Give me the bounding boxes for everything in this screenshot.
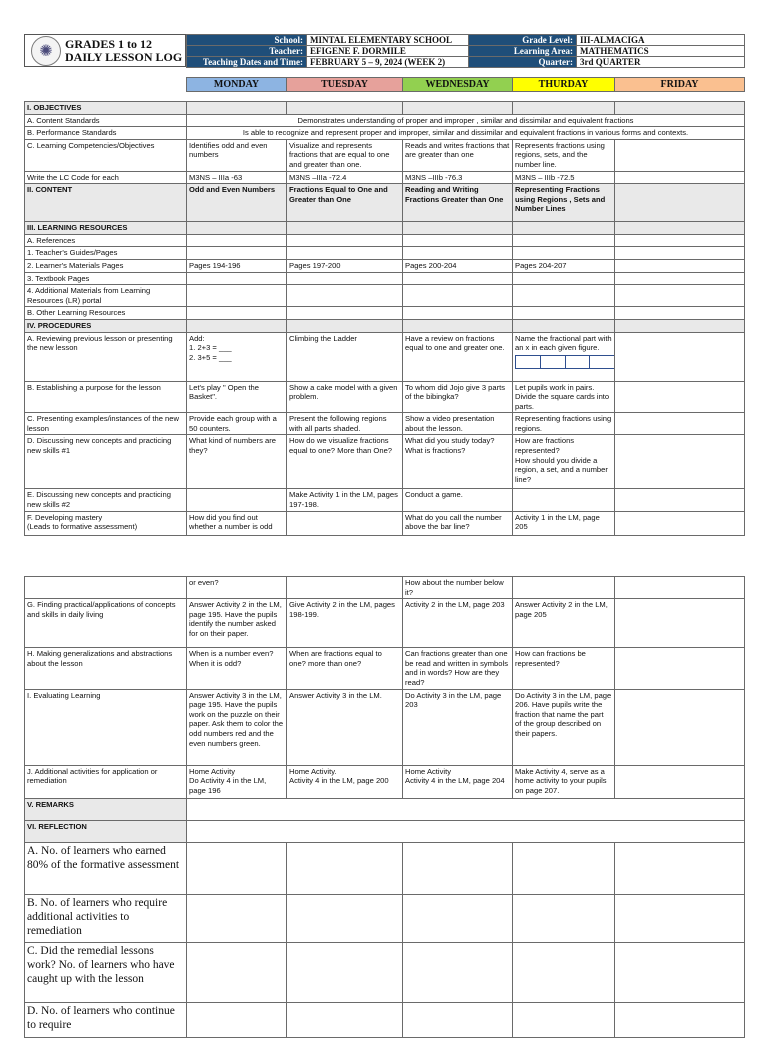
- cell-wednesday: Can fractions greater than one be read and written in symbols and in words? How are they read?: [403, 648, 513, 689]
- cell-thurday: Do Activity 3 in the LM, page 206. Have pupils write the fraction that name the part of the group described on their papers.: [513, 689, 615, 765]
- table-row: [25, 332, 745, 381]
- cell-friday: [615, 381, 745, 413]
- cell-tuesday: [287, 894, 403, 942]
- standard-cell: [187, 820, 745, 842]
- table-row: [25, 942, 745, 1002]
- fraction-figure: [515, 355, 615, 369]
- cell-wednesday: [403, 222, 513, 235]
- table-row: [25, 511, 745, 535]
- table-row: [25, 820, 745, 842]
- cell-monday: [187, 942, 287, 1002]
- cell-monday: What kind of numbers are they?: [187, 435, 287, 489]
- cell-wednesday: Do Activity 3 in the LM, page 203: [403, 689, 513, 765]
- row-label: 3. Textbook Pages: [25, 272, 187, 285]
- row-label: A. No. of learners who earned 80% of the formative assessment: [25, 842, 187, 894]
- cell-friday: [615, 319, 745, 332]
- cell-tuesday: [287, 234, 403, 247]
- cell-thurday: Activity 1 in the LM, page 205: [513, 511, 615, 535]
- school-value: MINTAL ELEMENTARY SCHOOL: [307, 35, 469, 46]
- cell-thurday: [513, 1002, 615, 1037]
- cell-friday: [615, 171, 745, 184]
- cell-tuesday: Make Activity 1 in the LM, pages 197-198.: [287, 489, 403, 511]
- cell-wednesday: Home Activity Activity 4 in the LM, page 204: [403, 765, 513, 798]
- cell-tuesday: Visualize and represents fractions that are equal to one and greater than one.: [287, 139, 403, 171]
- cell-tuesday: Climbing the Ladder: [287, 332, 403, 381]
- row-label: 4. Additional Materials from Learning Resources (LR) portal: [25, 285, 187, 307]
- cell-thurday: Answer Activity 2 in the LM, page 205: [513, 599, 615, 648]
- cell-tuesday: [287, 285, 403, 307]
- row-label: J. Additional activities for application or remediation: [25, 765, 187, 798]
- table-row: [25, 798, 745, 820]
- standard-cell: Demonstrates understanding of proper and improper , similar and dissimilar and equivalent fractions: [187, 114, 745, 127]
- teacher-label: Teacher:: [187, 46, 307, 57]
- cell-tuesday: [287, 942, 403, 1002]
- cell-friday: [615, 765, 745, 798]
- cell-tuesday: [287, 307, 403, 320]
- row-label: G. Finding practical/applications of concepts and skills in daily living: [25, 599, 187, 648]
- table-row: [25, 272, 745, 285]
- cell-monday: or even?: [187, 577, 287, 599]
- cell-tuesday: How do we visualize fractions equal to one? More than One?: [287, 435, 403, 489]
- row-label: H. Making generalizations and abstractions about the lesson: [25, 648, 187, 689]
- table-row: [25, 247, 745, 260]
- cell-friday: [615, 139, 745, 171]
- table-row: [25, 842, 745, 894]
- cell-friday: [615, 332, 745, 381]
- cell-tuesday: Answer Activity 3 in the LM.: [287, 689, 403, 765]
- dates-value: FEBRUARY 5 – 9, 2024 (WEEK 2): [307, 57, 469, 68]
- cell-wednesday: [403, 842, 513, 894]
- row-label: II. CONTENT: [25, 184, 187, 222]
- row-label: C. Learning Competencies/Objectives: [25, 139, 187, 171]
- cell-tuesday: [287, 222, 403, 235]
- row-label: A. Content Standards: [25, 114, 187, 127]
- cell-wednesday: [403, 942, 513, 1002]
- cell-monday: Answer Activity 2 in the LM, page 195. Have the pupils identify the number asked for on their paper.: [187, 599, 287, 648]
- cell-friday: [615, 435, 745, 489]
- quarter-label: Quarter:: [469, 57, 577, 68]
- grade-label: Grade Level:: [469, 35, 577, 46]
- cell-friday: [615, 234, 745, 247]
- cell-tuesday: Give Activity 2 in the LM, pages 198-199.: [287, 599, 403, 648]
- days-header: [186, 77, 745, 92]
- table-row: [25, 689, 745, 765]
- cell-tuesday: [287, 511, 403, 535]
- cell-tuesday: [287, 1002, 403, 1037]
- day-header-tuesday: TUESDAY: [287, 78, 403, 92]
- cell-thurday: [513, 222, 615, 235]
- row-label: E. Discussing new concepts and practicing new skills #2: [25, 489, 187, 511]
- cell-monday: When is a number even? When it is odd?: [187, 648, 287, 689]
- cell-wednesday: Have a review on fractions equal to one and greater one.: [403, 332, 513, 381]
- cell-monday: [187, 102, 287, 115]
- cell-thurday: Let pupils work in pairs. Divide the square cards into parts.: [513, 381, 615, 413]
- row-label: B. Other Learning Resources: [25, 307, 187, 320]
- table-row: [25, 285, 745, 307]
- cell-wednesday: Pages 200-204: [403, 259, 513, 272]
- cell-monday: How did you find out whether a number is odd: [187, 511, 287, 535]
- cell-friday: [615, 511, 745, 535]
- cell-tuesday: [287, 102, 403, 115]
- table-row: [25, 599, 745, 648]
- cell-wednesday: [403, 1002, 513, 1037]
- cell-tuesday: Present the following regions with all parts shaded.: [287, 413, 403, 435]
- table-row: [25, 234, 745, 247]
- cell-thurday: How are fractions represented? How should you divide a region, a set, and a number line?: [513, 435, 615, 489]
- row-label: [25, 577, 187, 599]
- cell-friday: [615, 842, 745, 894]
- cell-wednesday: Reading and Writing Fractions Greater than One: [403, 184, 513, 222]
- cell-monday: [187, 1002, 287, 1037]
- cell-tuesday: [287, 319, 403, 332]
- cell-wednesday: [403, 234, 513, 247]
- cell-wednesday: To whom did Jojo give 3 parts of the bibingka?: [403, 381, 513, 413]
- cell-monday: [187, 272, 287, 285]
- cell-monday: M3NS – IIIa -63: [187, 171, 287, 184]
- row-label: C. Did the remedial lessons work? No. of learners who have caught up with the lesson: [25, 942, 187, 1002]
- cell-friday: [615, 648, 745, 689]
- title-block: [24, 34, 186, 67]
- cell-monday: Identifies odd and even numbers: [187, 139, 287, 171]
- day-header-monday: MONDAY: [187, 78, 287, 92]
- row-label: I. OBJECTIVES: [25, 102, 187, 115]
- lesson-log-table-part1: [24, 101, 745, 536]
- cell-friday: [615, 307, 745, 320]
- table-row: [25, 127, 745, 140]
- cell-thurday: [513, 272, 615, 285]
- row-label: IV. PROCEDURES: [25, 319, 187, 332]
- table-row: [25, 184, 745, 222]
- cell-monday: [187, 222, 287, 235]
- cell-monday: [187, 894, 287, 942]
- cell-wednesday: Reads and writes fractions that are greater than one: [403, 139, 513, 171]
- standard-cell: [187, 798, 745, 820]
- deped-seal-icon: ✺: [31, 36, 61, 66]
- cell-tuesday: [287, 272, 403, 285]
- cell-monday: Answer Activity 3 in the LM, page 195. Have the pupils work on the puzzle on their paper. Ask them to color the odd numbers red and the even numbers green.: [187, 689, 287, 765]
- cell-tuesday: Show a cake model with a given problem.: [287, 381, 403, 413]
- standard-cell: Is able to recognize and represent proper and improper, similar and dissimilar and equivalent fractions in various forms and contexts.: [187, 127, 745, 140]
- cell-thurday: [513, 577, 615, 599]
- cell-friday: [615, 413, 745, 435]
- cell-friday: [615, 689, 745, 765]
- page-title: GRADES 1 to 12 DAILY LESSON LOG: [65, 36, 183, 64]
- cell-monday: Provide each group with a 50 counters.: [187, 413, 287, 435]
- cell-thurday: [513, 285, 615, 307]
- cell-monday: Home Activity Do Activity 4 in the LM, page 196: [187, 765, 287, 798]
- cell-thurday: [513, 942, 615, 1002]
- table-row: [25, 222, 745, 235]
- cell-friday: [615, 489, 745, 511]
- cell-thurday: How can fractions be represented?: [513, 648, 615, 689]
- table-row: [25, 577, 745, 599]
- school-label: School:: [187, 35, 307, 46]
- cell-thurday: [513, 307, 615, 320]
- table-row: [25, 894, 745, 942]
- cell-friday: [615, 222, 745, 235]
- table-row: [25, 171, 745, 184]
- row-label: VI. REFLECTION: [25, 820, 187, 842]
- cell-wednesday: Conduct a game.: [403, 489, 513, 511]
- cell-friday: [615, 894, 745, 942]
- cell-tuesday: Home Activity. Activity 4 in the LM, page 200: [287, 765, 403, 798]
- area-label: Learning Area:: [469, 46, 577, 57]
- cell-wednesday: Activity 2 in the LM, page 203: [403, 599, 513, 648]
- cell-thurday: [513, 894, 615, 942]
- row-label: A. Reviewing previous lesson or presenting the new lesson: [25, 332, 187, 381]
- cell-wednesday: [403, 894, 513, 942]
- row-label: C. Presenting examples/instances of the new lesson: [25, 413, 187, 435]
- cell-monday: [187, 285, 287, 307]
- cell-tuesday: [287, 247, 403, 260]
- cell-wednesday: Show a video presentation about the lesson.: [403, 413, 513, 435]
- cell-friday: [615, 259, 745, 272]
- cell-wednesday: [403, 247, 513, 260]
- cell-thurday: [513, 102, 615, 115]
- cell-monday: [187, 489, 287, 511]
- cell-tuesday: [287, 842, 403, 894]
- cell-wednesday: M3NS –IIIb -76.3: [403, 171, 513, 184]
- cell-wednesday: [403, 319, 513, 332]
- cell-thurday: [513, 247, 615, 260]
- cell-monday: Pages 194-196: [187, 259, 287, 272]
- lesson-log-table-part2: [24, 576, 745, 1038]
- header-info-table: [186, 34, 745, 68]
- table-row: [25, 413, 745, 435]
- grade-value: III-ALMACIGA: [577, 35, 745, 46]
- row-label: B. Establishing a purpose for the lesson: [25, 381, 187, 413]
- table-row: [25, 307, 745, 320]
- table-row: [25, 381, 745, 413]
- cell-thurday: [513, 489, 615, 511]
- cell-thurday: [513, 842, 615, 894]
- day-header-thurday: THURDAY: [513, 78, 615, 92]
- row-label: 1. Teacher's Guides/Pages: [25, 247, 187, 260]
- dates-label: Teaching Dates and Time:: [187, 57, 307, 68]
- cell-friday: [615, 102, 745, 115]
- cell-friday: [615, 577, 745, 599]
- cell-friday: [615, 247, 745, 260]
- row-label: A. References: [25, 234, 187, 247]
- table-row: [25, 319, 745, 332]
- cell-wednesday: What do you call the number above the bar line?: [403, 511, 513, 535]
- cell-friday: [615, 599, 745, 648]
- cell-friday: [615, 942, 745, 1002]
- cell-thurday: Representing fractions using regions.: [513, 413, 615, 435]
- cell-monday: Let's play " Open the Basket".: [187, 381, 287, 413]
- cell-thurday: Pages 204-207: [513, 259, 615, 272]
- quarter-value: 3rd QUARTER: [577, 57, 745, 68]
- cell-tuesday: Pages 197-200: [287, 259, 403, 272]
- cell-monday: [187, 234, 287, 247]
- area-value: MATHEMATICS: [577, 46, 745, 57]
- cell-thurday: Name the fractional part with an x in each given figure.: [513, 332, 615, 381]
- cell-friday: [615, 272, 745, 285]
- table-row: [25, 114, 745, 127]
- cell-monday: [187, 307, 287, 320]
- cell-monday: Add: 1. 2+3 = ___ 2. 3+5 = ___: [187, 332, 287, 381]
- cell-wednesday: [403, 102, 513, 115]
- row-label: B. Performance Standards: [25, 127, 187, 140]
- cell-wednesday: [403, 272, 513, 285]
- cell-thurday: Make Activity 4, serve as a home activity to your pupils on page 207.: [513, 765, 615, 798]
- table-row: [25, 259, 745, 272]
- cell-tuesday: When are fractions equal to one? more than one?: [287, 648, 403, 689]
- cell-thurday: Representing Fractions using Regions , Sets and Number Lines: [513, 184, 615, 222]
- day-header-friday: FRIDAY: [615, 78, 745, 92]
- table-row: [25, 435, 745, 489]
- cell-monday: [187, 247, 287, 260]
- table-row: [25, 102, 745, 115]
- row-label: I. Evaluating Learning: [25, 689, 187, 765]
- teacher-value: EFIGENE F. DORMILE: [307, 46, 469, 57]
- table-row: [25, 648, 745, 689]
- cell-monday: [187, 842, 287, 894]
- row-label: D. Discussing new concepts and practicing new skills #1: [25, 435, 187, 489]
- table-row: [25, 489, 745, 511]
- cell-thurday: M3NS – IIIb -72.5: [513, 171, 615, 184]
- cell-tuesday: Fractions Equal to One and Greater than One: [287, 184, 403, 222]
- row-label: 2. Learner's Materials Pages: [25, 259, 187, 272]
- table-row: [25, 139, 745, 171]
- row-label: V. REMARKS: [25, 798, 187, 820]
- cell-monday: [187, 319, 287, 332]
- cell-tuesday: [287, 577, 403, 599]
- cell-wednesday: What did you study today? What is fractions?: [403, 435, 513, 489]
- row-label: B. No. of learners who require additional activities to remediation: [25, 894, 187, 942]
- cell-friday: [615, 184, 745, 222]
- cell-tuesday: M3NS –IIIa -72.4: [287, 171, 403, 184]
- cell-wednesday: How about the number below it?: [403, 577, 513, 599]
- row-label: III. LEARNING RESOURCES: [25, 222, 187, 235]
- row-label: F. Developing mastery (Leads to formative assessment): [25, 511, 187, 535]
- table-row: [25, 1002, 745, 1037]
- cell-wednesday: [403, 307, 513, 320]
- row-label: Write the LC Code for each: [25, 171, 187, 184]
- cell-friday: [615, 285, 745, 307]
- day-header-wednesday: WEDNESDAY: [403, 78, 513, 92]
- cell-friday: [615, 1002, 745, 1037]
- cell-monday: Odd and Even Numbers: [187, 184, 287, 222]
- cell-wednesday: [403, 285, 513, 307]
- table-row: [25, 765, 745, 798]
- cell-thurday: [513, 234, 615, 247]
- cell-thurday: Represents fractions using regions, sets, and the number line.: [513, 139, 615, 171]
- cell-thurday: [513, 319, 615, 332]
- row-label: D. No. of learners who continue to require: [25, 1002, 187, 1037]
